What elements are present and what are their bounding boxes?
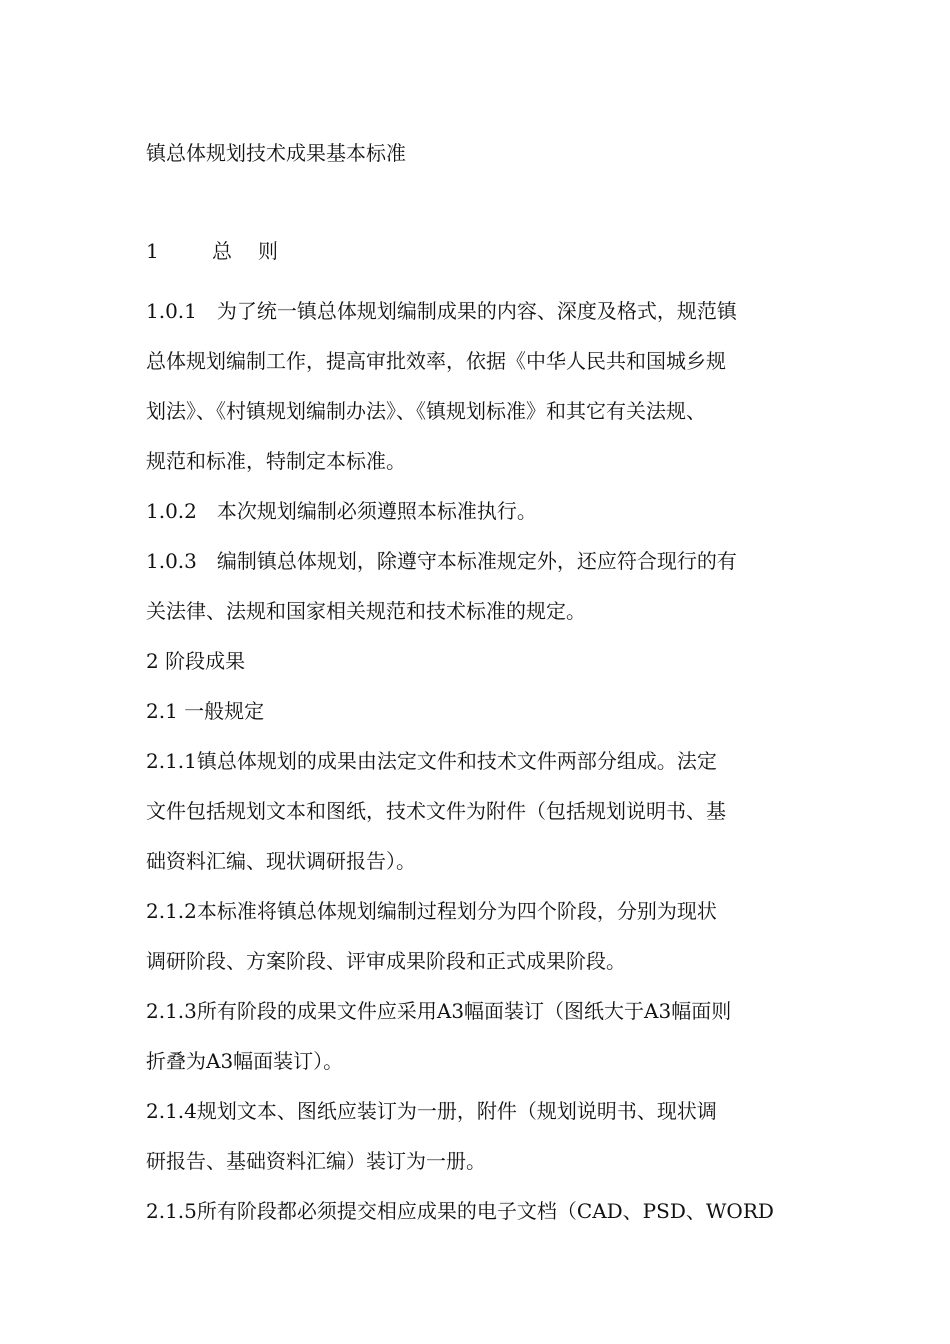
chapter-title-char-1: 总: [212, 239, 232, 263]
text-line: 文件包括规划文本和图纸，技术文件为附件（包括规划说明书、基: [146, 799, 726, 823]
text-line: 关法律、法规和国家相关规范和技术标准的规定。: [146, 599, 586, 623]
text-line: 1.0.3 编制镇总体规划，除遵守本标准规定外，还应符合现行的有: [146, 549, 737, 573]
text-line: 1.0.2 本次规划编制必须遵照本标准执行。: [146, 499, 537, 523]
text-line: 调研阶段、方案阶段、评审成果阶段和正式成果阶段。: [146, 949, 626, 973]
text-line: 2.1.5所有阶段都必须提交相应成果的电子文档（CAD、PSD、WORD: [146, 1199, 774, 1223]
text-line: 折叠为A3幅面装订）。: [146, 1049, 344, 1073]
subsection-heading: 2.1 一般规定: [146, 699, 265, 723]
text-line: 2.1.3所有阶段的成果文件应采用A3幅面装订（图纸大于A3幅面则: [146, 999, 732, 1023]
chapter-number: 1: [146, 239, 159, 263]
text-line: 总体规划编制工作，提高审批效率，依据《中华人民共和国城乡规: [146, 349, 726, 373]
text-line: 2.1.2本标准将镇总体规划编制过程划分为四个阶段，分别为现状: [146, 899, 717, 923]
chapter-heading: [146, 236, 278, 266]
document-body: [146, 286, 826, 1236]
text-line: 规范和标准，特制定本标准。: [146, 449, 406, 473]
chapter-title-char-2: 则: [258, 239, 278, 263]
text-line: 划法》、《村镇规划编制办法》、《镇规划标准》和其它有关法规、: [146, 399, 706, 423]
document-title: 镇总体规划技术成果基本标准: [146, 141, 406, 165]
text-line: 1.0.1 为了统一镇总体规划编制成果的内容、深度及格式，规范镇: [146, 299, 737, 323]
text-line: 研报告、基础资料汇编）装订为一册。: [146, 1149, 486, 1173]
text-line: 础资料汇编、现状调研报告）。: [146, 849, 416, 873]
text-line: 2.1.4规划文本、图纸应装订为一册，附件（规划说明书、现状调: [146, 1099, 717, 1123]
text-line: 2.1.1镇总体规划的成果由法定文件和技术文件两部分组成。法定: [146, 749, 717, 773]
section-heading: 2 阶段成果: [146, 649, 246, 673]
